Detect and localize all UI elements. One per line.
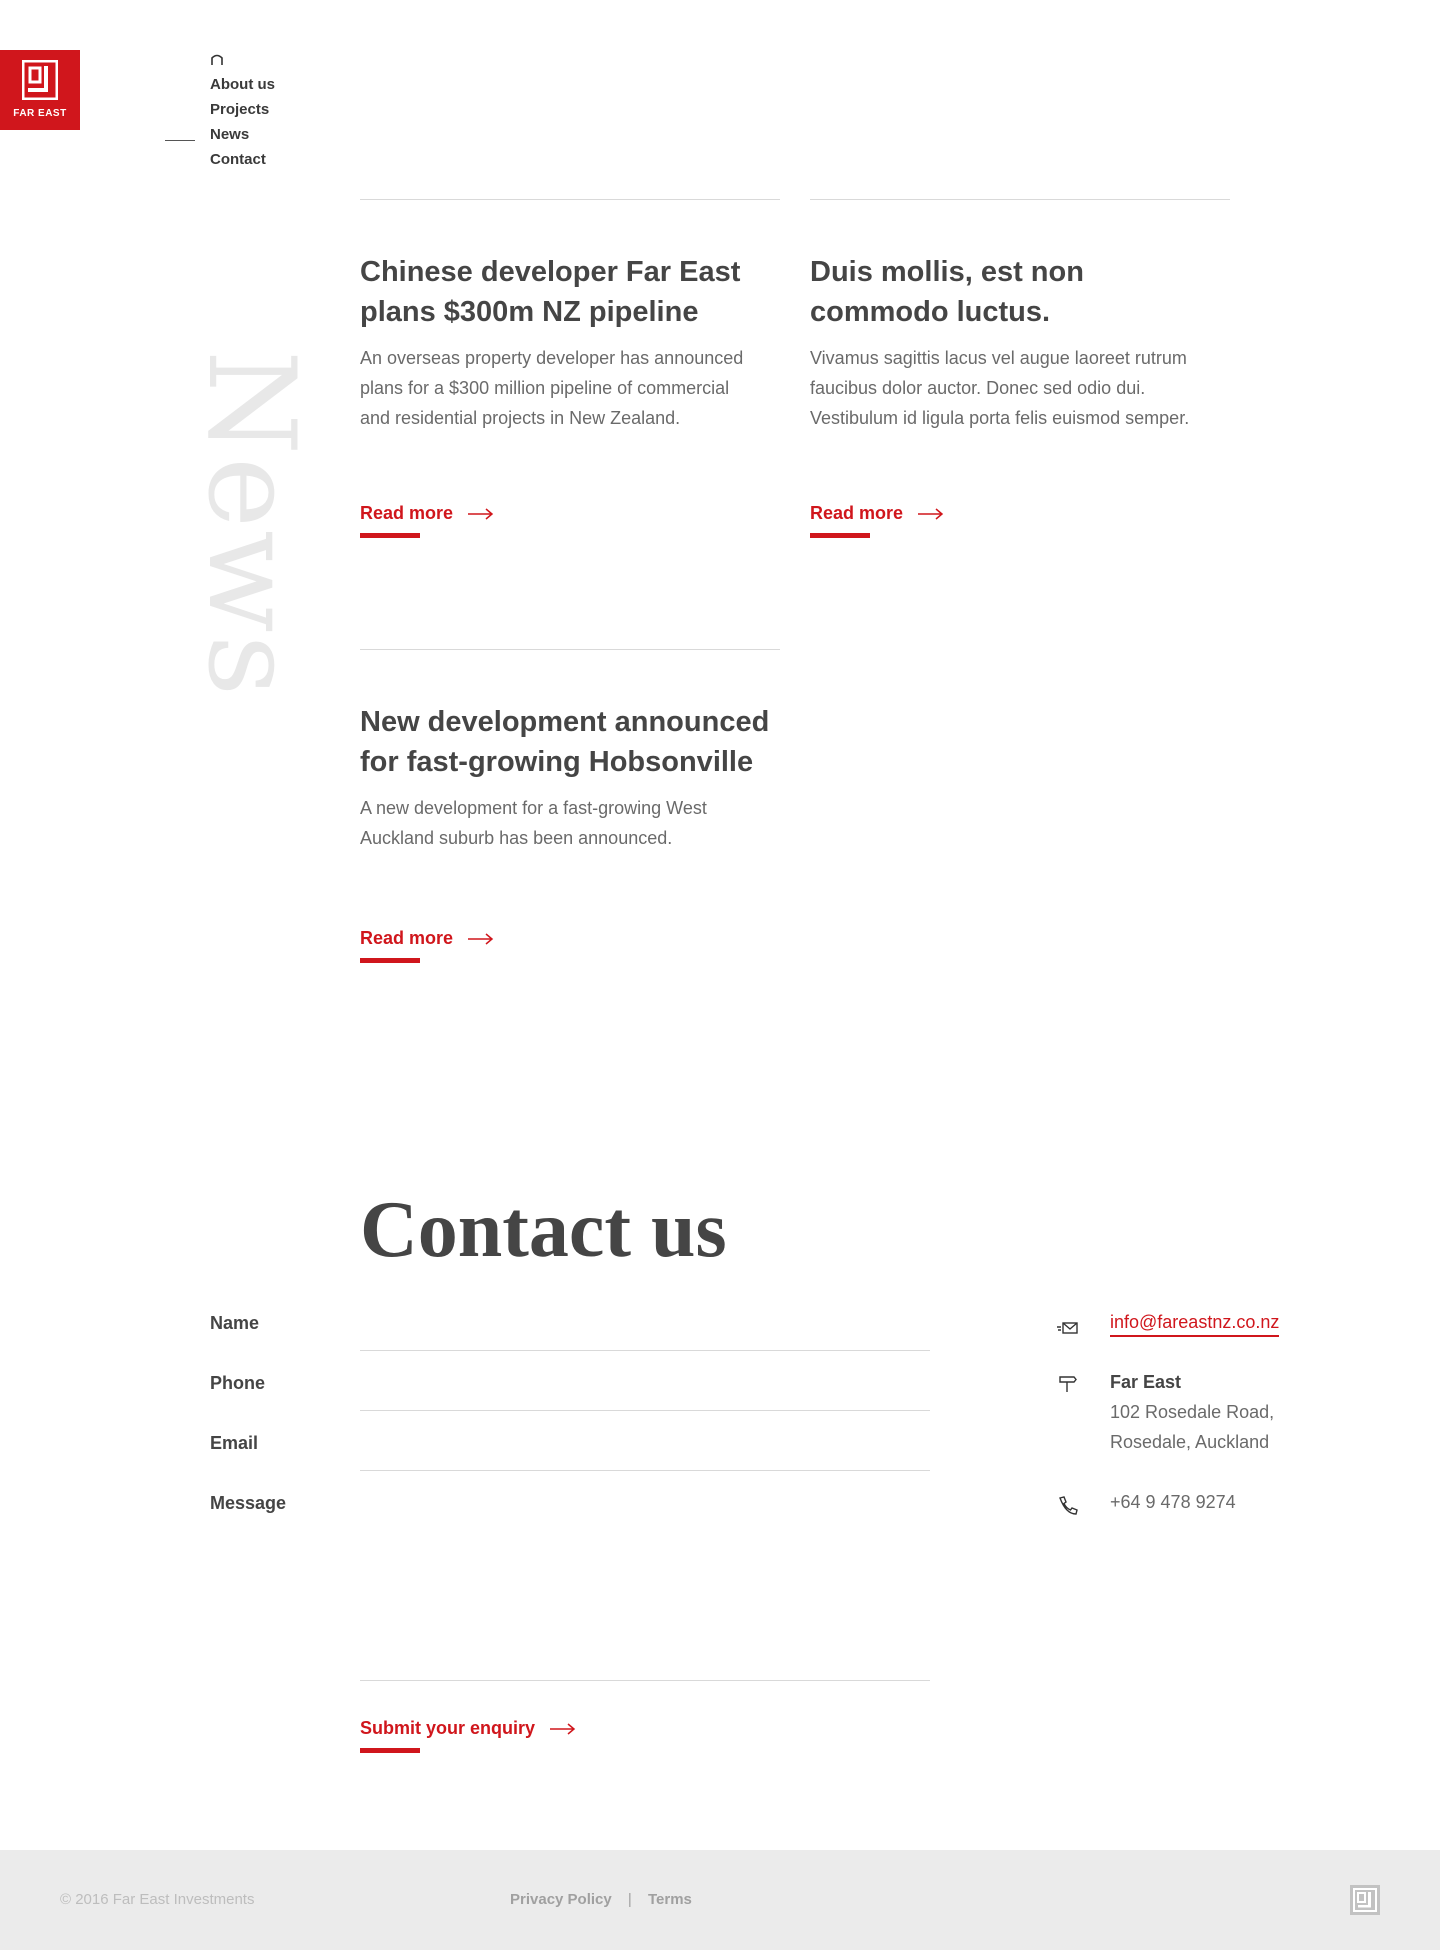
submit-label: Submit your enquiry xyxy=(360,1718,536,1738)
privacy-policy-link[interactable]: Privacy Policy xyxy=(510,1891,612,1908)
message-label: Message xyxy=(210,1493,287,1513)
news-article xyxy=(810,199,1230,523)
logo-text: FAR EAST xyxy=(13,108,67,119)
terms-link[interactable]: Terms xyxy=(647,1891,692,1908)
phone-label: Phone xyxy=(210,1373,266,1393)
read-more-link[interactable] xyxy=(360,928,494,949)
nav-item-contact[interactable]: Contact xyxy=(210,151,266,168)
contact-title: Contact us xyxy=(360,1186,727,1274)
article-title[interactable]: New development announced for fast-growing Hobsonville xyxy=(360,706,770,778)
link-underline xyxy=(360,1748,420,1753)
link-underline xyxy=(360,533,420,538)
news-article xyxy=(360,199,780,523)
read-more-link[interactable] xyxy=(360,503,494,524)
phone-field[interactable] xyxy=(360,1366,930,1411)
envelope-icon xyxy=(1056,1316,1080,1340)
section-watermark: News xyxy=(181,350,320,699)
footer-separator: | xyxy=(627,1891,632,1908)
message-field[interactable] xyxy=(360,1486,930,1681)
company-name: Far East xyxy=(1110,1372,1182,1392)
phone-icon xyxy=(1056,1494,1080,1518)
nav-active-indicator xyxy=(165,140,195,141)
address-line: 102 Rosedale Road, xyxy=(1110,1402,1275,1422)
footer-links xyxy=(510,1891,692,1908)
article-divider xyxy=(360,649,780,650)
footer xyxy=(0,1850,1440,1950)
link-underline xyxy=(360,958,420,963)
address-line: Rosedale, Auckland xyxy=(1110,1432,1270,1452)
email-field[interactable] xyxy=(360,1426,930,1471)
read-more-label: Read more xyxy=(810,503,904,523)
link-underline xyxy=(810,533,870,538)
read-more-label: Read more xyxy=(360,503,454,523)
footer-logo-icon[interactable] xyxy=(1350,1885,1380,1915)
signpost-icon xyxy=(1056,1374,1080,1398)
home-icon[interactable] xyxy=(210,52,224,66)
read-more-link[interactable] xyxy=(810,503,944,524)
main-nav xyxy=(210,52,275,172)
article-summary: Vivamus sagittis lacus vel augue laoreet rutrum faucibus dolor auctor. Donec sed odio dui. Vestibulum id ligula porta felis euismod semper. xyxy=(810,348,1190,428)
name-label: Name xyxy=(210,1313,260,1333)
far-east-logo-mark-icon xyxy=(1350,1885,1380,1915)
arrow-right-icon xyxy=(468,933,494,945)
nav-item-projects[interactable]: Projects xyxy=(210,101,270,118)
brand-logo[interactable] xyxy=(0,50,80,130)
submit-enquiry-button[interactable] xyxy=(360,1718,576,1739)
article-divider xyxy=(810,199,1230,200)
nav-item-about-us[interactable]: About us xyxy=(210,76,275,93)
copyright-text: © 2016 Far East Investments xyxy=(60,1891,255,1908)
arrow-right-icon xyxy=(918,508,944,520)
article-title[interactable]: Chinese developer Far East plans $300m NZ pipeline xyxy=(360,256,741,328)
arrow-right-icon xyxy=(468,508,494,520)
article-divider xyxy=(360,199,780,200)
read-more-label: Read more xyxy=(360,928,454,948)
article-title[interactable]: Duis mollis, est non commodo luctus. xyxy=(810,256,1084,328)
name-field[interactable] xyxy=(360,1306,930,1351)
phone-number[interactable]: +64 9 478 9274 xyxy=(1110,1492,1236,1512)
article-summary: An overseas property developer has announced plans for a $300 million pipeline of commercial and residential projects in New Zealand. xyxy=(360,348,744,428)
email-label: Email xyxy=(210,1433,259,1453)
far-east-logo-mark-icon xyxy=(22,60,58,100)
email-link[interactable]: info@fareastnz.co.nz xyxy=(1110,1312,1279,1337)
news-article xyxy=(360,649,780,948)
nav-item-news[interactable]: News xyxy=(210,126,250,143)
arrow-right-icon xyxy=(550,1723,576,1735)
article-summary: A new development for a fast-growing West Auckland suburb has been announced. xyxy=(360,798,707,848)
